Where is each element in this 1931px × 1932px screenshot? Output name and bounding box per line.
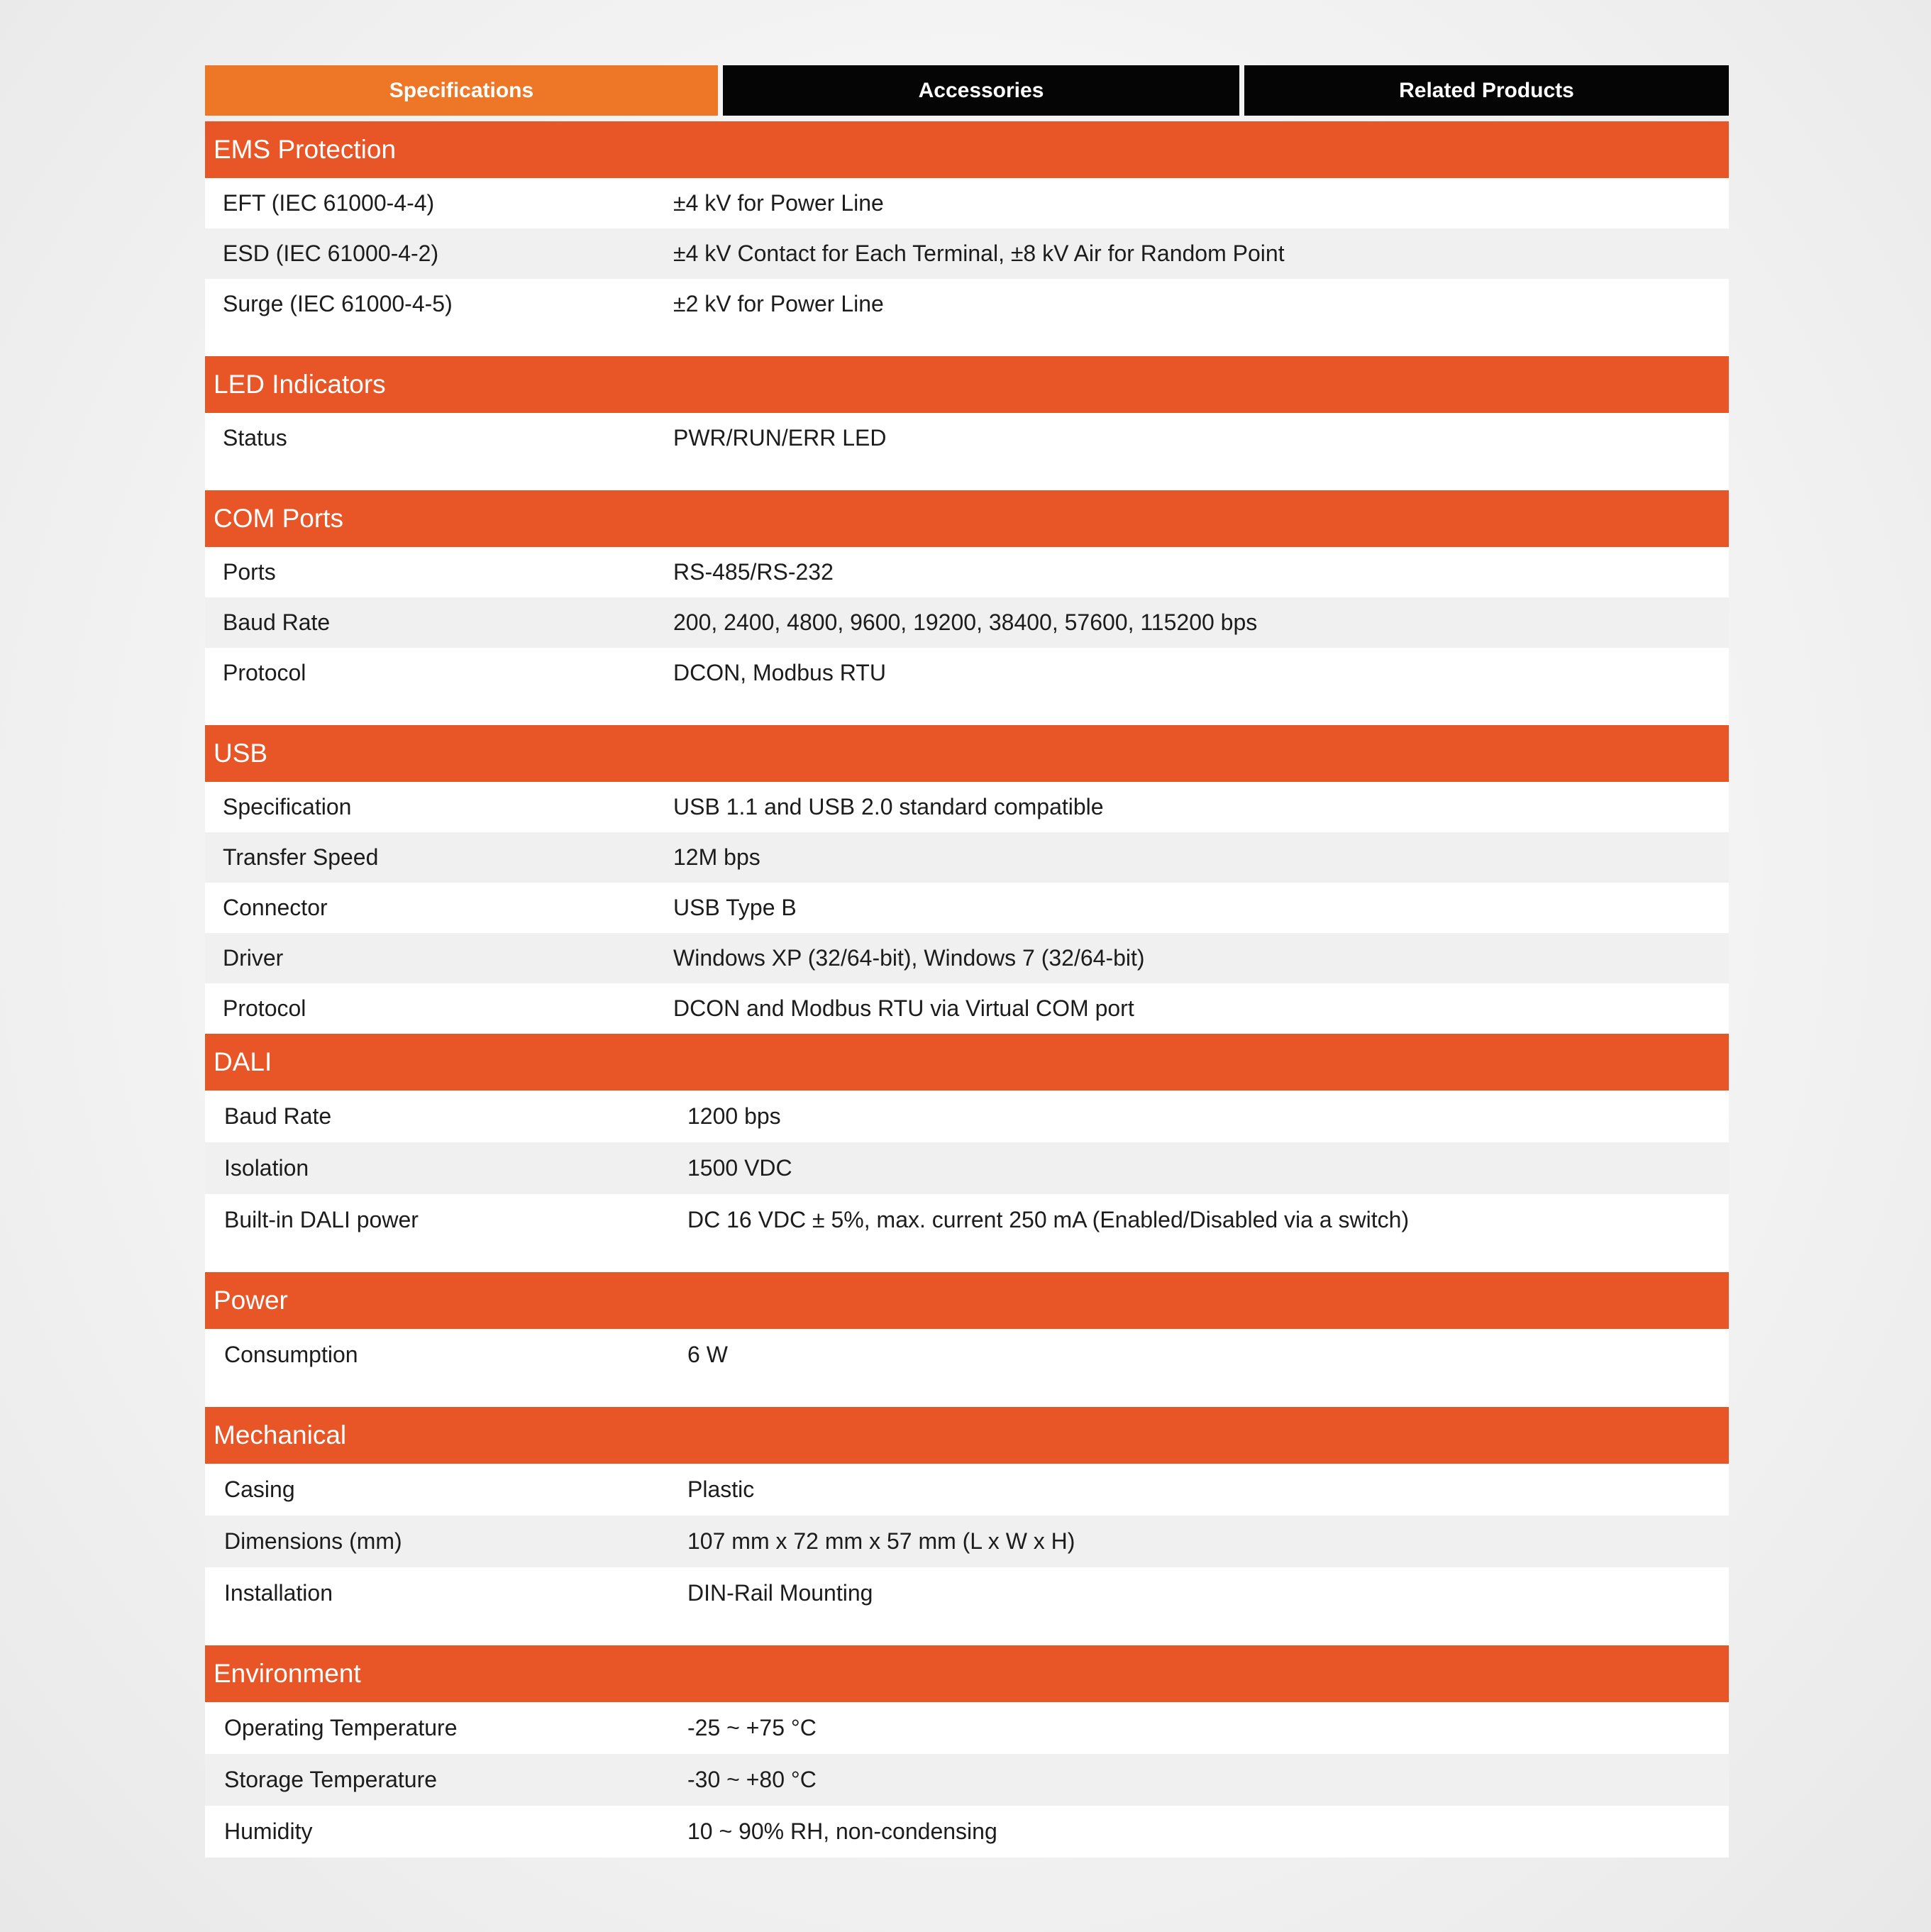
row-value: Windows XP (32/64-bit), Windows 7 (32/64-bit) bbox=[673, 945, 1145, 971]
row-value: -25 ~ +75 °C bbox=[687, 1715, 817, 1740]
section-header: DALI bbox=[205, 1034, 1729, 1091]
section-led-indicators bbox=[205, 356, 1729, 490]
row-label: Isolation bbox=[224, 1155, 309, 1181]
spacer bbox=[205, 1619, 1729, 1645]
row-value: 1200 bps bbox=[687, 1103, 781, 1129]
section-power bbox=[205, 1272, 1729, 1407]
row-value: USB Type B bbox=[673, 895, 797, 920]
table-row bbox=[205, 1754, 1729, 1806]
spacer bbox=[205, 1246, 1729, 1272]
row-label: ESD (IEC 61000-4-2) bbox=[223, 241, 439, 266]
row-value: -30 ~ +80 °C bbox=[687, 1767, 817, 1792]
table-row bbox=[205, 983, 1729, 1034]
section-header: EMS Protection bbox=[205, 121, 1729, 178]
row-value: DCON and Modbus RTU via Virtual COM port bbox=[673, 995, 1134, 1021]
row-value: DIN-Rail Mounting bbox=[687, 1580, 873, 1606]
row-label: EFT (IEC 61000-4-4) bbox=[223, 190, 435, 216]
spec-panel bbox=[205, 65, 1729, 1858]
row-value: ±4 kV for Power Line bbox=[673, 190, 884, 216]
row-value: 200, 2400, 4800, 9600, 19200, 38400, 57600, 115200 bps bbox=[673, 609, 1258, 635]
row-label: Baud Rate bbox=[223, 609, 331, 635]
row-label: Protocol bbox=[223, 995, 306, 1021]
section-header: LED Indicators bbox=[205, 356, 1729, 413]
table-row bbox=[205, 1142, 1729, 1194]
table-row bbox=[205, 1329, 1729, 1381]
table-row bbox=[205, 1194, 1729, 1246]
row-value: USB 1.1 and USB 2.0 standard compatible bbox=[673, 794, 1104, 819]
row-value: ±2 kV for Power Line bbox=[673, 291, 884, 316]
table-row bbox=[205, 413, 1729, 463]
table-row bbox=[205, 597, 1729, 648]
row-label: Humidity bbox=[224, 1818, 313, 1844]
row-label: Installation bbox=[224, 1580, 333, 1606]
specifications-table bbox=[205, 121, 1729, 1858]
row-label: Storage Temperature bbox=[224, 1767, 438, 1792]
section-mechanical bbox=[205, 1407, 1729, 1645]
spacer bbox=[205, 329, 1729, 356]
table-row bbox=[205, 933, 1729, 983]
section-environment bbox=[205, 1645, 1729, 1858]
row-value: RS-485/RS-232 bbox=[673, 559, 834, 585]
tab-bar bbox=[205, 65, 1729, 116]
table-row bbox=[205, 832, 1729, 883]
table-row bbox=[205, 547, 1729, 597]
row-label: Status bbox=[223, 425, 287, 451]
row-label: Built-in DALI power bbox=[224, 1207, 419, 1232]
row-label: Baud Rate bbox=[224, 1103, 332, 1129]
row-label: Transfer Speed bbox=[223, 844, 379, 870]
table-row bbox=[205, 178, 1729, 228]
section-ems-protection bbox=[205, 121, 1729, 356]
row-value: 12M bps bbox=[673, 844, 760, 870]
row-value: ±4 kV Contact for Each Terminal, ±8 kV Air for Random Point bbox=[673, 241, 1285, 266]
row-value: PWR/RUN/ERR LED bbox=[673, 425, 887, 451]
table-row bbox=[205, 1516, 1729, 1567]
table-row bbox=[205, 1702, 1729, 1754]
row-label: Connector bbox=[223, 895, 328, 920]
section-header: USB bbox=[205, 725, 1729, 782]
table-row bbox=[205, 279, 1729, 329]
table-row bbox=[205, 228, 1729, 279]
tab-specifications[interactable]: Specifications bbox=[205, 65, 718, 116]
section-header: Mechanical bbox=[205, 1407, 1729, 1464]
row-value: 1500 VDC bbox=[687, 1155, 792, 1181]
row-value: DCON, Modbus RTU bbox=[673, 660, 886, 685]
table-row bbox=[205, 1464, 1729, 1516]
section-dali bbox=[205, 1034, 1729, 1272]
row-label: Protocol bbox=[223, 660, 306, 685]
row-label: Specification bbox=[223, 794, 352, 819]
row-value: 6 W bbox=[687, 1342, 728, 1367]
section-header: Environment bbox=[205, 1645, 1729, 1702]
table-row bbox=[205, 1567, 1729, 1619]
row-label: Ports bbox=[223, 559, 276, 585]
row-value: DC 16 VDC ± 5%, max. current 250 mA (Enabled/Disabled via a switch) bbox=[687, 1207, 1410, 1232]
tab-accessories[interactable]: Accessories bbox=[723, 65, 1239, 116]
row-label: Casing bbox=[224, 1476, 295, 1502]
spacer bbox=[205, 463, 1729, 490]
spacer bbox=[205, 698, 1729, 725]
row-value: 107 mm x 72 mm x 57 mm (L x W x H) bbox=[687, 1528, 1075, 1554]
table-row bbox=[205, 1091, 1729, 1142]
row-value: Plastic bbox=[687, 1476, 755, 1502]
table-row bbox=[205, 782, 1729, 832]
row-label: Operating Temperature bbox=[224, 1715, 458, 1740]
table-row bbox=[205, 883, 1729, 933]
section-usb bbox=[205, 725, 1729, 1034]
spacer bbox=[205, 1381, 1729, 1407]
table-row bbox=[205, 1806, 1729, 1858]
tab-related-products[interactable]: Related Products bbox=[1244, 65, 1729, 116]
section-header: Power bbox=[205, 1272, 1729, 1329]
row-label: Consumption bbox=[224, 1342, 358, 1367]
row-label: Dimensions (mm) bbox=[224, 1528, 402, 1554]
section-header: COM Ports bbox=[205, 490, 1729, 547]
section-com-ports bbox=[205, 490, 1729, 725]
row-value: 10 ~ 90% RH, non-condensing bbox=[687, 1818, 997, 1844]
row-label: Surge (IEC 61000-4-5) bbox=[223, 291, 453, 316]
table-row bbox=[205, 648, 1729, 698]
row-label: Driver bbox=[223, 945, 284, 971]
